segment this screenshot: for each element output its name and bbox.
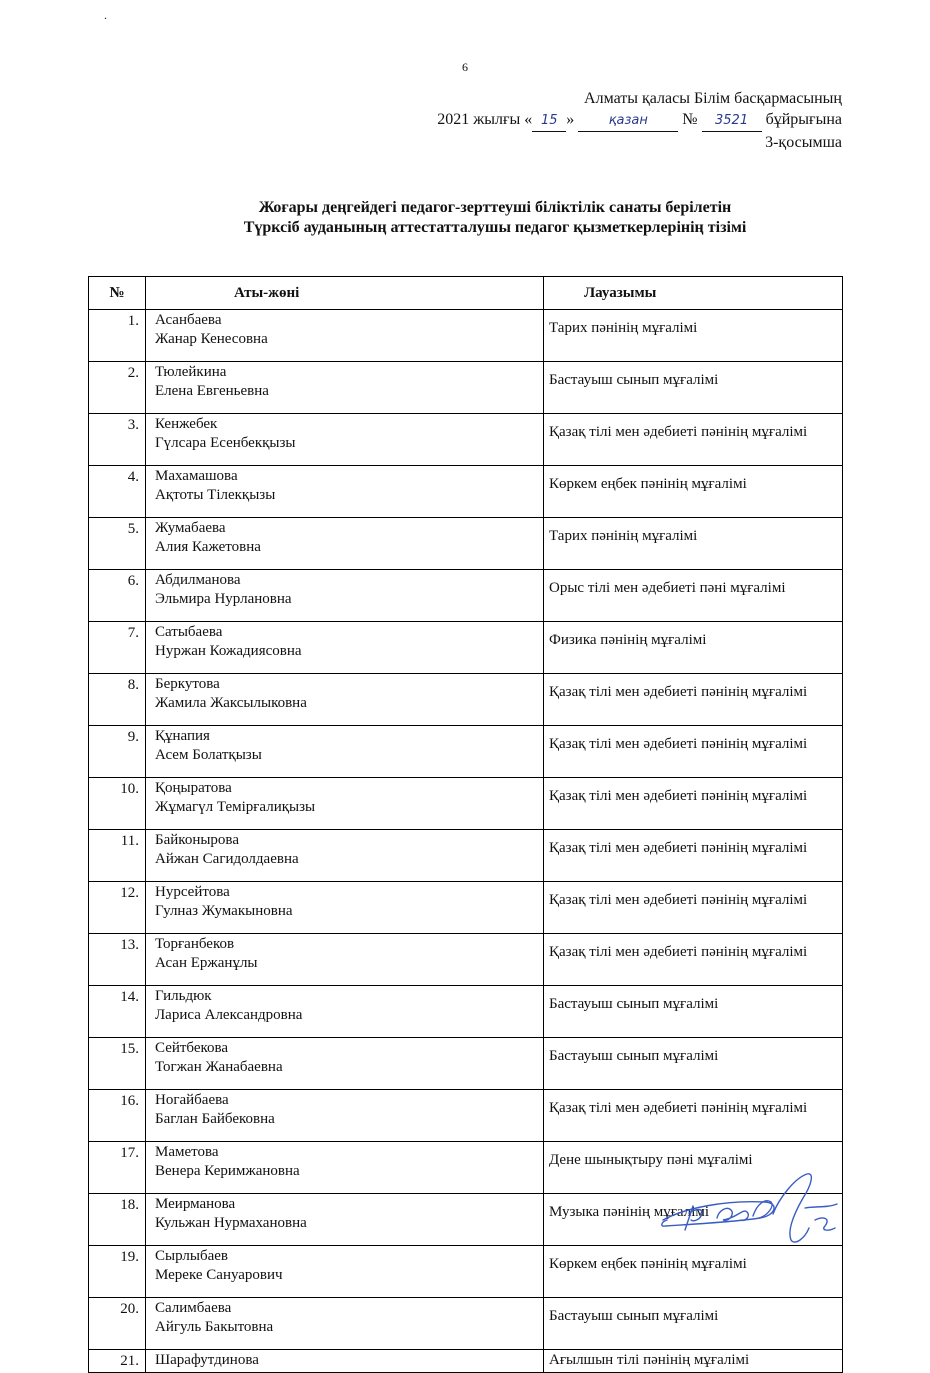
given-name: Елена Евгеньевна	[155, 383, 269, 399]
surname: Қоңыратова	[155, 780, 232, 796]
row-position: Қазақ тілі мен әдебиеті пәнінің мұғалімі	[544, 726, 843, 778]
row-position: Бастауыш сынып мұғалімі	[544, 1298, 843, 1350]
row-position: Қазақ тілі мен әдебиеті пәнінің мұғалімі	[544, 778, 843, 830]
table-row	[89, 830, 843, 882]
row-name	[146, 778, 544, 830]
row-number: 15.	[89, 1038, 146, 1090]
row-position: Бастауыш сынып мұғалімі	[544, 986, 843, 1038]
row-position: Тарих пәнінің мұғалімі	[544, 518, 843, 570]
surname: Нурсейтова	[155, 884, 230, 900]
row-position: Қазақ тілі мен әдебиеті пәнінің мұғалімі	[544, 1090, 843, 1142]
row-number: 19.	[89, 1246, 146, 1298]
surname: Торғанбеков	[155, 936, 235, 952]
row-number: 3.	[89, 414, 146, 466]
row-number: 14.	[89, 986, 146, 1038]
surname: Ногайбаева	[155, 1092, 229, 1108]
row-number: 6.	[89, 570, 146, 622]
surname: Салимбаева	[155, 1300, 232, 1316]
table-row	[89, 726, 843, 778]
title-line-2: Түрксіб ауданының аттестатталушы педагог қызметкерлерінің тізімі	[243, 219, 747, 236]
row-name	[146, 1246, 544, 1298]
surname: Беркутова	[155, 676, 220, 692]
table-row	[89, 778, 843, 830]
handwritten-day: 15	[532, 110, 566, 132]
table-row	[89, 1350, 843, 1373]
surname: Меирманова	[155, 1196, 236, 1212]
row-number: 1.	[89, 310, 146, 362]
row-number: 13.	[89, 934, 146, 986]
title-line-1: Жоғары деңгейдегі педагог-зерттеуші біліктілік санаты берілетін	[258, 199, 732, 216]
surname: Сатыбаева	[155, 624, 223, 640]
given-name: Эльмира Нурлановна	[155, 591, 292, 607]
table-row	[89, 882, 843, 934]
surname: Сейтбекова	[155, 1040, 229, 1056]
header-position: Лауазымы	[544, 277, 843, 310]
given-name: Асан Ержанұлы	[155, 955, 258, 971]
row-name	[146, 1298, 544, 1350]
year-prefix: 2021 жылғы «	[437, 111, 533, 128]
order-reference	[437, 88, 842, 153]
row-number: 2.	[89, 362, 146, 414]
surname: Кенжебек	[155, 416, 218, 432]
row-name	[146, 1090, 544, 1142]
row-position: Тарих пәнінің мұғалімі	[544, 310, 843, 362]
header-name: Аты-жөні	[146, 277, 544, 310]
row-name	[146, 674, 544, 726]
surname: Шарафутдинова	[155, 1352, 259, 1368]
row-position: Физика пәнінің мұғалімі	[544, 622, 843, 674]
row-name	[146, 414, 544, 466]
order-suffix: бұйрығына	[765, 111, 842, 128]
table-row	[89, 1298, 843, 1350]
surname: Махамашова	[155, 468, 238, 484]
given-name: Жұмагүл Темірғалиқызы	[155, 799, 316, 815]
surname: Гильдюк	[155, 988, 212, 1004]
row-number: 11.	[89, 830, 146, 882]
surname: Жумабаева	[155, 520, 226, 536]
row-position: Қазақ тілі мен әдебиеті пәнінің мұғалімі	[544, 830, 843, 882]
surname: Маметова	[155, 1144, 219, 1160]
given-name: Кульжан Нурмахановна	[155, 1215, 307, 1231]
row-number: 16.	[89, 1090, 146, 1142]
row-name	[146, 362, 544, 414]
surname: Байконырова	[155, 832, 239, 848]
given-name: Гулназ Жумакыновна	[155, 903, 293, 919]
table-row	[89, 986, 843, 1038]
row-position: Дене шынықтыру пәні мұғалімі	[544, 1142, 843, 1194]
given-name: Гүлсара Есенбекқызы	[155, 435, 296, 451]
row-number: 10.	[89, 778, 146, 830]
table-row	[89, 1038, 843, 1090]
row-number: 4.	[89, 466, 146, 518]
surname: Құнапия	[155, 728, 210, 744]
row-number: 20.	[89, 1298, 146, 1350]
given-name: Венера Керимжановна	[155, 1163, 300, 1179]
number-sign: №	[682, 111, 698, 128]
row-name	[146, 726, 544, 778]
row-number: 9.	[89, 726, 146, 778]
row-name	[146, 1038, 544, 1090]
table-row	[89, 1090, 843, 1142]
row-number: 21.	[89, 1350, 146, 1373]
header-line-1: Алматы қаласы Білім басқармасының	[584, 90, 842, 107]
table-row	[89, 570, 843, 622]
row-position: Музыка пәнінің мұғалімі	[544, 1194, 843, 1246]
page-number: 6	[462, 60, 468, 74]
row-name	[146, 310, 544, 362]
row-number: 18.	[89, 1194, 146, 1246]
surname: Тюлейкина	[155, 364, 227, 380]
given-name: Ақтоты Тілекқызы	[155, 487, 276, 503]
row-name	[146, 1194, 544, 1246]
mid-quote: »	[566, 111, 575, 128]
row-position: Бастауыш сынып мұғалімі	[544, 362, 843, 414]
row-position: Орыс тілі мен әдебиеті пәні мұғалімі	[544, 570, 843, 622]
row-position: Қазақ тілі мен әдебиеті пәнінің мұғалімі	[544, 882, 843, 934]
given-name: Алия Кажетовна	[155, 539, 261, 555]
row-name	[146, 934, 544, 986]
row-name	[146, 830, 544, 882]
surname: Асанбаева	[155, 312, 222, 328]
table-row	[89, 466, 843, 518]
row-name	[146, 882, 544, 934]
table-row	[89, 1246, 843, 1298]
table-header-row	[89, 277, 843, 310]
table-row	[89, 674, 843, 726]
appendix-label: 3-қосымша	[765, 134, 842, 151]
row-name	[146, 986, 544, 1038]
document-title	[0, 198, 930, 238]
row-position: Көркем еңбек пәнінің мұғалімі	[544, 466, 843, 518]
table-row	[89, 622, 843, 674]
row-position: Қазақ тілі мен әдебиеті пәнінің мұғалімі	[544, 934, 843, 986]
given-name: Жанар Кенесовна	[155, 331, 268, 347]
row-name	[146, 466, 544, 518]
row-position: Көркем еңбек пәнінің мұғалімі	[544, 1246, 843, 1298]
given-name: Лариса Александровна	[155, 1007, 303, 1023]
given-name: Жамила Жаксылыковна	[155, 695, 307, 711]
given-name: Айгуль Бакытовна	[155, 1319, 274, 1335]
table-row	[89, 934, 843, 986]
table-row	[89, 518, 843, 570]
given-name: Асем Болатқызы	[155, 747, 262, 763]
given-name: Нуржан Кожадиясовна	[155, 643, 302, 659]
surname: Абдилманова	[155, 572, 241, 588]
table-row	[89, 414, 843, 466]
row-name	[146, 1142, 544, 1194]
row-position: Қазақ тілі мен әдебиеті пәнінің мұғалімі	[544, 674, 843, 726]
row-number: 5.	[89, 518, 146, 570]
row-number: 7.	[89, 622, 146, 674]
header-line-2	[437, 109, 842, 132]
row-number: 12.	[89, 882, 146, 934]
row-position: Қазақ тілі мен әдебиеті пәнінің мұғалімі	[544, 414, 843, 466]
row-position: Ағылшын тілі пәнінің мұғалімі	[544, 1350, 843, 1373]
row-name	[146, 570, 544, 622]
surname: Сырлыбаев	[155, 1248, 228, 1264]
row-number: 8.	[89, 674, 146, 726]
header-number: №	[89, 277, 146, 310]
handwritten-month: қазан	[578, 110, 678, 132]
row-name	[146, 622, 544, 674]
row-number: 17.	[89, 1142, 146, 1194]
table-row	[89, 362, 843, 414]
table-row	[89, 310, 843, 362]
handwritten-order-number: 3521	[702, 110, 762, 132]
given-name: Тогжан Жанабаевна	[155, 1059, 283, 1075]
given-name: Айжан Сагидолдаевна	[155, 851, 299, 867]
given-name: Мереке Сануарович	[155, 1267, 283, 1283]
row-name	[146, 1350, 544, 1373]
corner-mark: .	[104, 8, 107, 22]
given-name: Баглан Байбековна	[155, 1111, 275, 1127]
row-name	[146, 518, 544, 570]
signature-image	[655, 1168, 865, 1248]
row-position: Бастауыш сынып мұғалімі	[544, 1038, 843, 1090]
